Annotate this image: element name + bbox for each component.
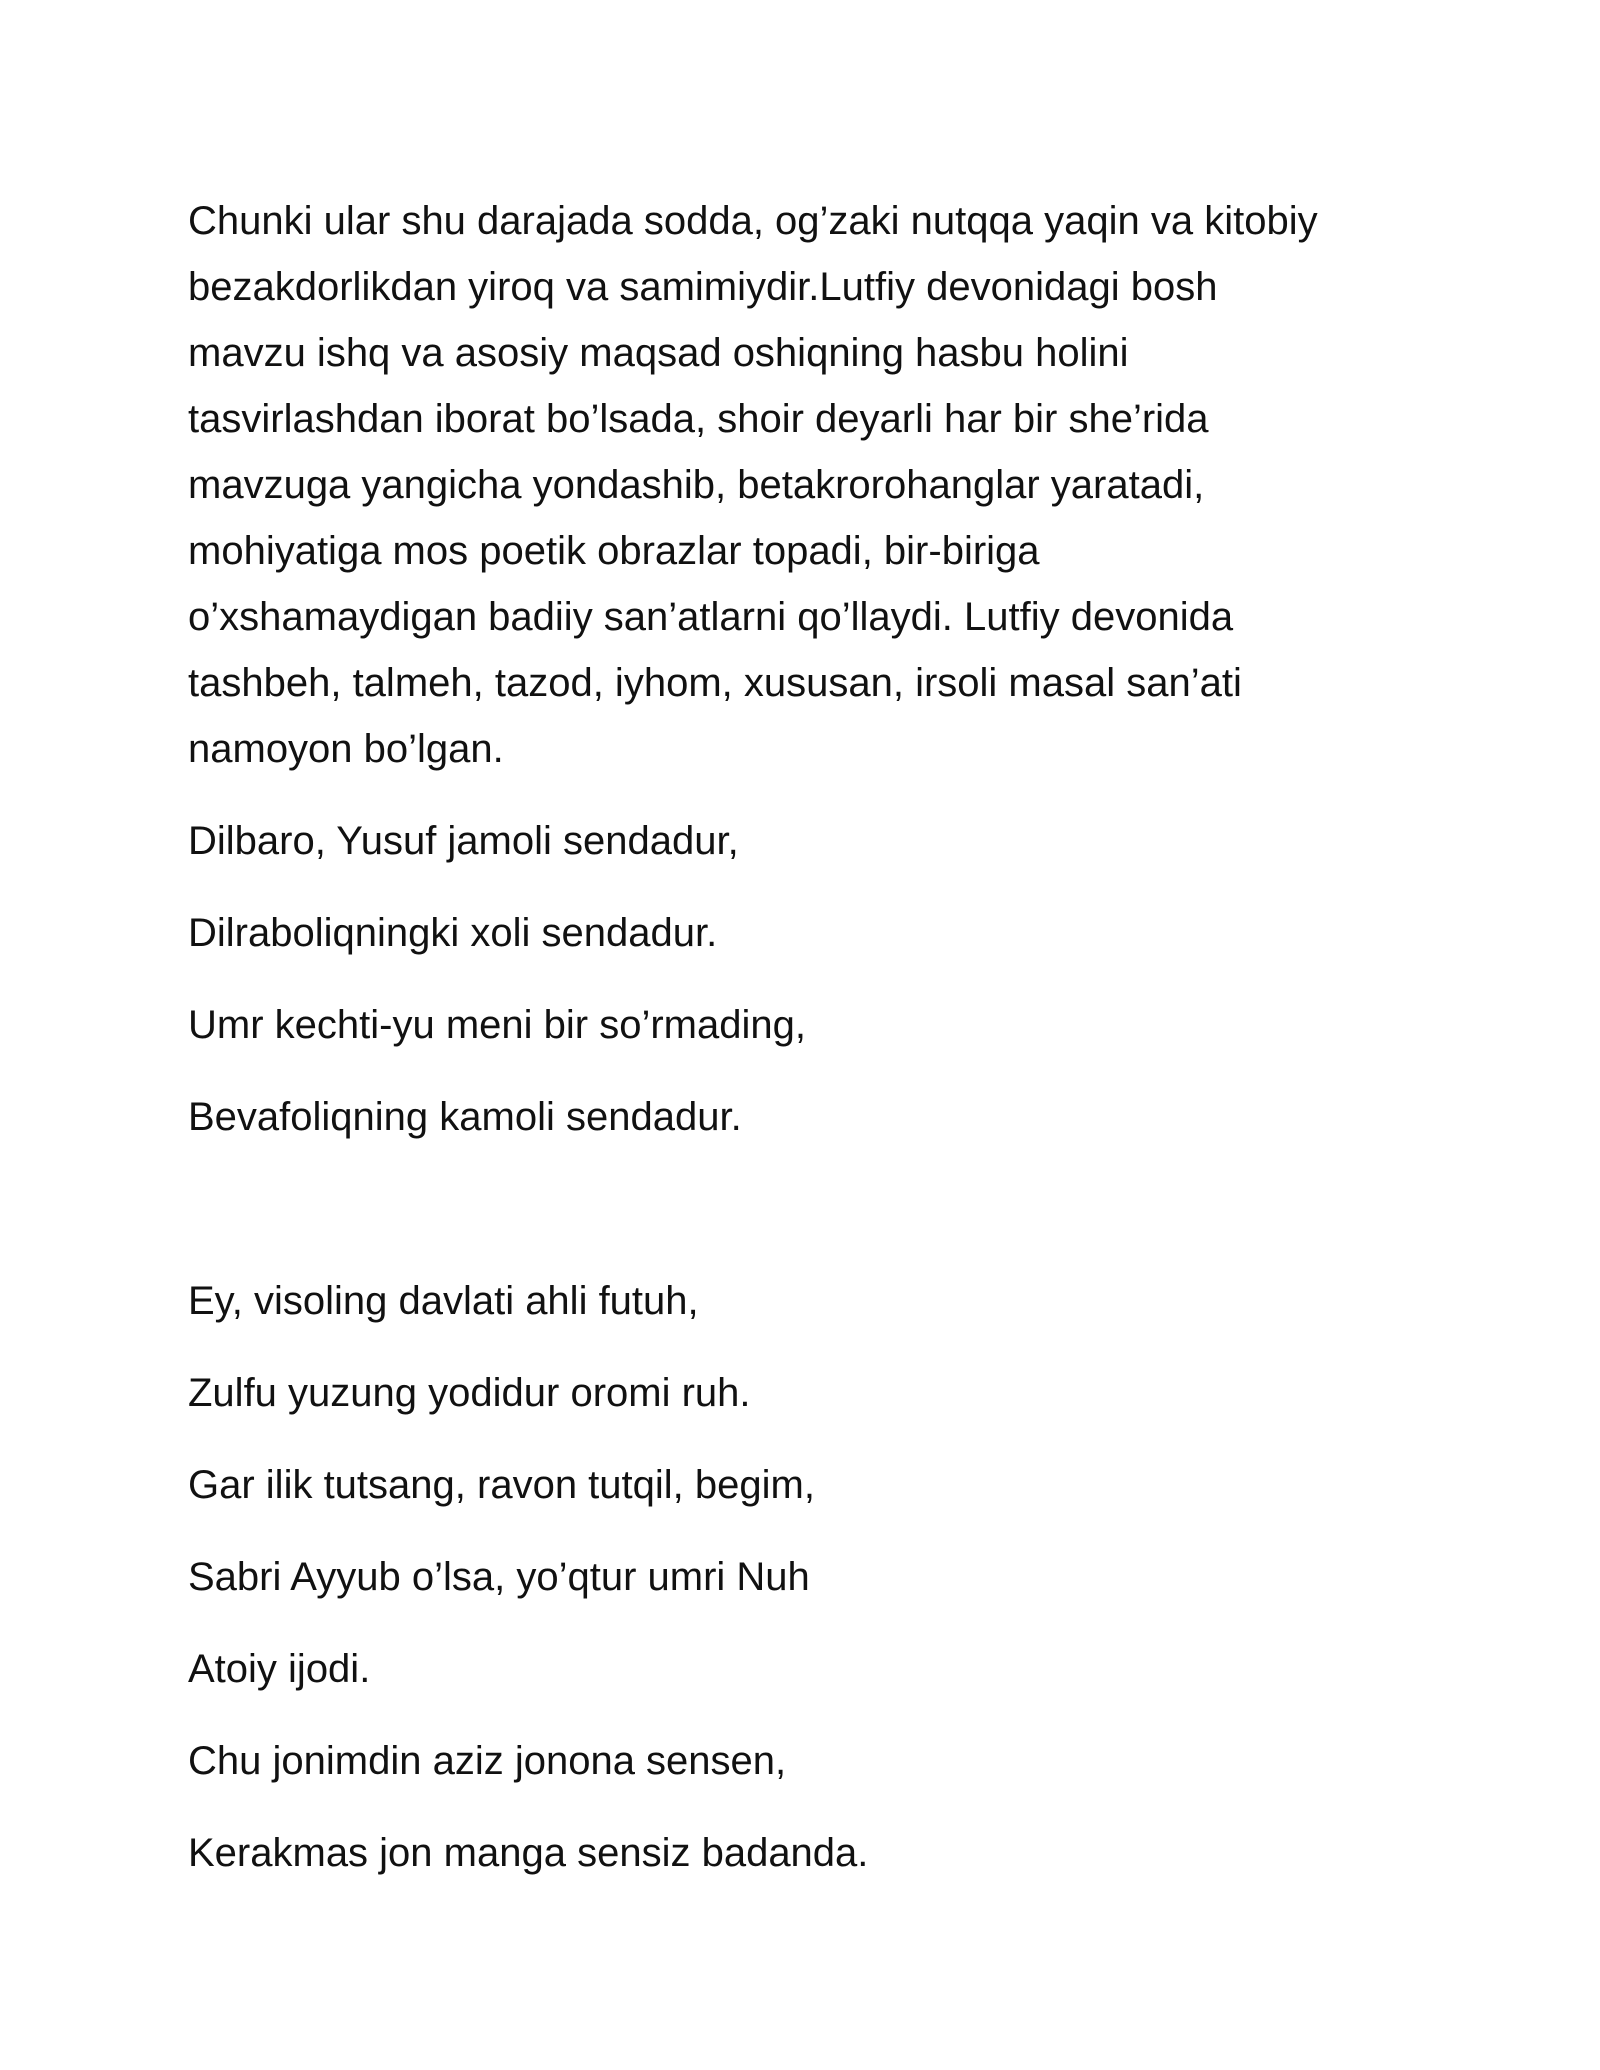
document-body — [188, 188, 1428, 1886]
verse-block-1 — [188, 808, 1428, 1150]
paragraph-line: tasvirlashdan iborat bo’lsada, shoir deyarli har bir she’rida — [188, 397, 1209, 441]
section-heading: Atoiy ijodi. — [188, 1647, 371, 1691]
paragraph-line: o’xshamaydigan badiiy san’atlarni qo’llaydi. Lutfiy devonida — [188, 595, 1234, 639]
verse-block-2 — [188, 1268, 1428, 1610]
paragraph-line: mavzuga yangicha yondashib, betakrorohanglar yaratadi, — [188, 463, 1205, 507]
paragraph-line: tashbeh, talmeh, tazod, iyhom, xususan, irsoli masal san’ati — [188, 661, 1242, 705]
paragraph-line: Chunki ular shu darajada sodda, og’zaki nutqqa yaqin va kitobiy — [188, 199, 1318, 243]
verse-line: Bevafoliqning kamoli sendadur. — [188, 1095, 742, 1139]
verse-line: Chu jonimdin aziz jonona sensen, — [188, 1739, 787, 1783]
verse-line: Gar ilik tutsang, ravon tutqil, begim, — [188, 1463, 815, 1507]
verse-line: Kerakmas jon manga sensiz badanda. — [188, 1831, 869, 1875]
paragraph-line: namoyon bo’lgan. — [188, 727, 504, 771]
verse-line: Umr kechti-yu meni bir so’rmading, — [188, 1003, 806, 1047]
verse-line: Dilbaro, Yusuf jamoli sendadur, — [188, 819, 739, 863]
paragraph-line: mavzu ishq va asosiy maqsad oshiqning hasbu holini — [188, 331, 1129, 375]
intro-paragraph — [188, 188, 1428, 782]
verse-line: Ey, visoling davlati ahli futuh, — [188, 1279, 699, 1323]
verse-line: Sabri Ayyub o’lsa, yo’qtur umri Nuh — [188, 1555, 810, 1599]
verse-block-3 — [188, 1728, 1428, 1886]
paragraph-line: mohiyatiga mos poetik obrazlar topadi, bir-biriga — [188, 529, 1040, 573]
verse-line: Dilraboliqningki xoli sendadur. — [188, 911, 718, 955]
verse-line: Zulfu yuzung yodidur oromi ruh. — [188, 1371, 751, 1415]
paragraph-line: bezakdorlikdan yiroq va samimiydir.Lutfiy devonidagi bosh — [188, 265, 1218, 309]
